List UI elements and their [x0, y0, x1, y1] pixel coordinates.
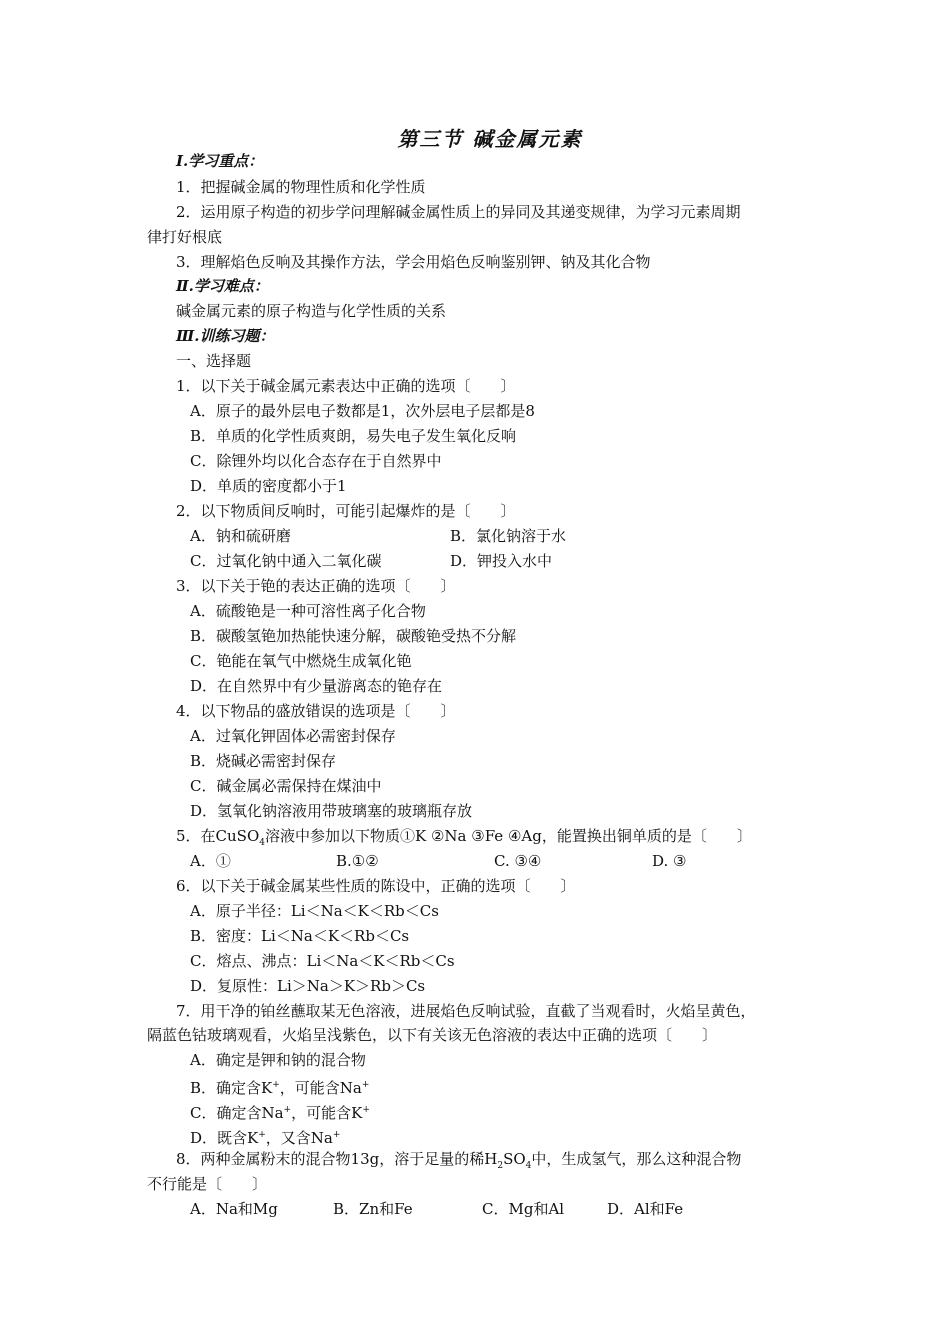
- section-title: 第三节 碱金属元素: [397, 127, 583, 151]
- focus-item-2-line2: 律打好根底: [147, 228, 223, 246]
- focus-item-3: 3．理解焰色反响及其操作方法，学会用焰色反响鉴别钾、钠及其化合物: [176, 253, 651, 271]
- question-7-option-c-mid: ，可能含K: [291, 1104, 363, 1122]
- question-1-option-b: B．单质的化学性质爽朗，易失电子发生氧化反响: [190, 427, 517, 445]
- question-8-option-c: C．Mg和Al: [482, 1200, 565, 1218]
- question-6: 6．以下关于碱金属某些性质的陈设中，正确的选项〔 〕: [176, 877, 576, 895]
- question-8-mid: SO: [503, 1150, 526, 1168]
- question-4-option-b: B．烧碱必需密封保存: [190, 752, 337, 770]
- question-8-subscript-2: 4: [525, 1161, 532, 1171]
- question-2-option-a: A．钠和硫研磨: [190, 527, 291, 545]
- choice-heading: 一、选择题: [176, 352, 252, 370]
- question-3-option-c: C．铯能在氧气中燃烧生成氧化铯: [190, 652, 412, 670]
- question-3-option-d: D．在自然界中有少量游离态的铯存在: [190, 677, 443, 695]
- question-8-post: 中，生成氢气，那么这种混合物: [531, 1150, 742, 1168]
- question-7-option-b-pre: B．确定含K: [190, 1079, 273, 1097]
- question-6-option-c: C．熔点、沸点：Li＜Na＜K＜Rb＜Cs: [190, 952, 455, 970]
- superscript-plus: +: [258, 1130, 266, 1140]
- question-1: 1．以下关于碱金属元素表达中正确的选项〔 〕: [176, 377, 516, 395]
- question-7-option-c-pre: C．确定含Na: [190, 1104, 284, 1122]
- question-8-line1: [176, 1149, 741, 1176]
- question-5-option-d: D. ③: [652, 852, 687, 870]
- question-4-option-a: A．过氧化钾固体必需密封保存: [190, 727, 396, 745]
- question-5-option-b: B.①②: [336, 852, 379, 870]
- question-8-pre: 8．两种金属粉末的混合物13g，溶于足量的稀H: [176, 1150, 498, 1168]
- question-2-option-b: B．氯化钠溶于水: [450, 527, 567, 545]
- question-7-line2: 隔蓝色钴玻璃观看，火焰呈浅紫色，以下有关该无色溶液的表达中正确的选项〔 〕: [147, 1026, 718, 1044]
- superscript-plus: +: [332, 1130, 341, 1140]
- question-2-option-d: D．钾投入水中: [450, 552, 553, 570]
- question-6-option-b: B．密度：Li＜Na＜K＜Rb＜Cs: [190, 927, 410, 945]
- question-1-option-d: D．单质的密度都小于1: [190, 477, 347, 495]
- difficulty-item-1: 碱金属元素的原子构造与化学性质的关系: [176, 302, 447, 320]
- question-7-option-c: [190, 1100, 370, 1123]
- question-8-line2: 不行能是〔 〕: [147, 1175, 268, 1193]
- question-6-option-d: D．复原性：Li＞Na＞K＞Rb＞Cs: [190, 977, 426, 995]
- question-8-option-a: A．Na和Mg: [190, 1200, 278, 1218]
- question-5-option-a: A．①: [190, 852, 231, 870]
- practice-heading: Ⅲ.训练习题：: [176, 327, 275, 345]
- question-8-subscript-1: 2: [497, 1161, 504, 1171]
- question-7-line1: 7．用干净的铂丝蘸取某无色溶液，进展焰色反响试验，直截了当观看时，火焰呈黄色，: [176, 1002, 756, 1020]
- question-4-option-d: D．氢氧化钠溶液用带玻璃塞的玻璃瓶存放: [190, 802, 473, 820]
- question-7-option-d-mid: ，又含Na: [265, 1129, 333, 1147]
- question-5: [176, 826, 752, 853]
- question-5-subscript: 4: [259, 838, 265, 848]
- focus-heading: Ⅰ.学习重点：: [176, 152, 264, 170]
- question-4-option-c: C．碱金属必需保持在煤油中: [190, 777, 382, 795]
- superscript-plus: +: [361, 1080, 370, 1090]
- question-3-option-b: B．碳酸氢铯加热能快速分解，碳酸铯受热不分解: [190, 627, 517, 645]
- superscript-plus: +: [272, 1080, 280, 1090]
- question-7-option-b: [190, 1075, 369, 1098]
- question-6-option-a: A．原子半径：Li＜Na＜K＜Rb＜Cs: [190, 902, 439, 920]
- question-8-option-b: B．Zn和Fe: [333, 1200, 413, 1218]
- question-1-option-c: C．除锂外均以化合态存在于自然界中: [190, 452, 442, 470]
- question-7-option-d: [190, 1125, 340, 1148]
- question-5-option-c: C. ③④: [494, 852, 542, 870]
- focus-item-1: 1．把握碱金属的物理性质和化学性质: [176, 178, 426, 196]
- question-5-pre: 5．在CuSO: [176, 827, 260, 845]
- superscript-plus: +: [362, 1105, 370, 1115]
- superscript-plus: +: [283, 1105, 292, 1115]
- question-5-post: 溶液中参加以下物质①K ②Na ③Fe ④Ag，能置换出铜单质的是〔 〕: [265, 827, 752, 845]
- question-7-option-d-pre: D．既含K: [190, 1129, 259, 1147]
- question-1-option-a: A．原子的最外层电子数都是1，次外层电子层都是8: [190, 402, 535, 420]
- question-3: 3．以下关于铯的表达正确的选项〔 〕: [176, 577, 456, 595]
- focus-item-2-line1: 2．运用原子构造的初步学问理解碱金属性质上的异同及其递变规律，为学习元素周期: [176, 203, 741, 221]
- question-8-option-d: D．Al和Fe: [607, 1200, 684, 1218]
- question-7-option-a: A．确定是钾和钠的混合物: [190, 1051, 366, 1069]
- difficulty-heading: Ⅱ.学习难点：: [176, 277, 269, 295]
- question-4: 4．以下物品的盛放错误的选项是〔 〕: [176, 702, 456, 720]
- question-7-option-b-mid: ，可能含Na: [279, 1079, 362, 1097]
- question-2: 2．以下物质间反响时，可能引起爆炸的是〔 〕: [176, 502, 516, 520]
- question-3-option-a: A．硫酸铯是一种可溶性离子化合物: [190, 602, 426, 620]
- question-2-option-c: C．过氧化钠中通入二氧化碳: [190, 552, 382, 570]
